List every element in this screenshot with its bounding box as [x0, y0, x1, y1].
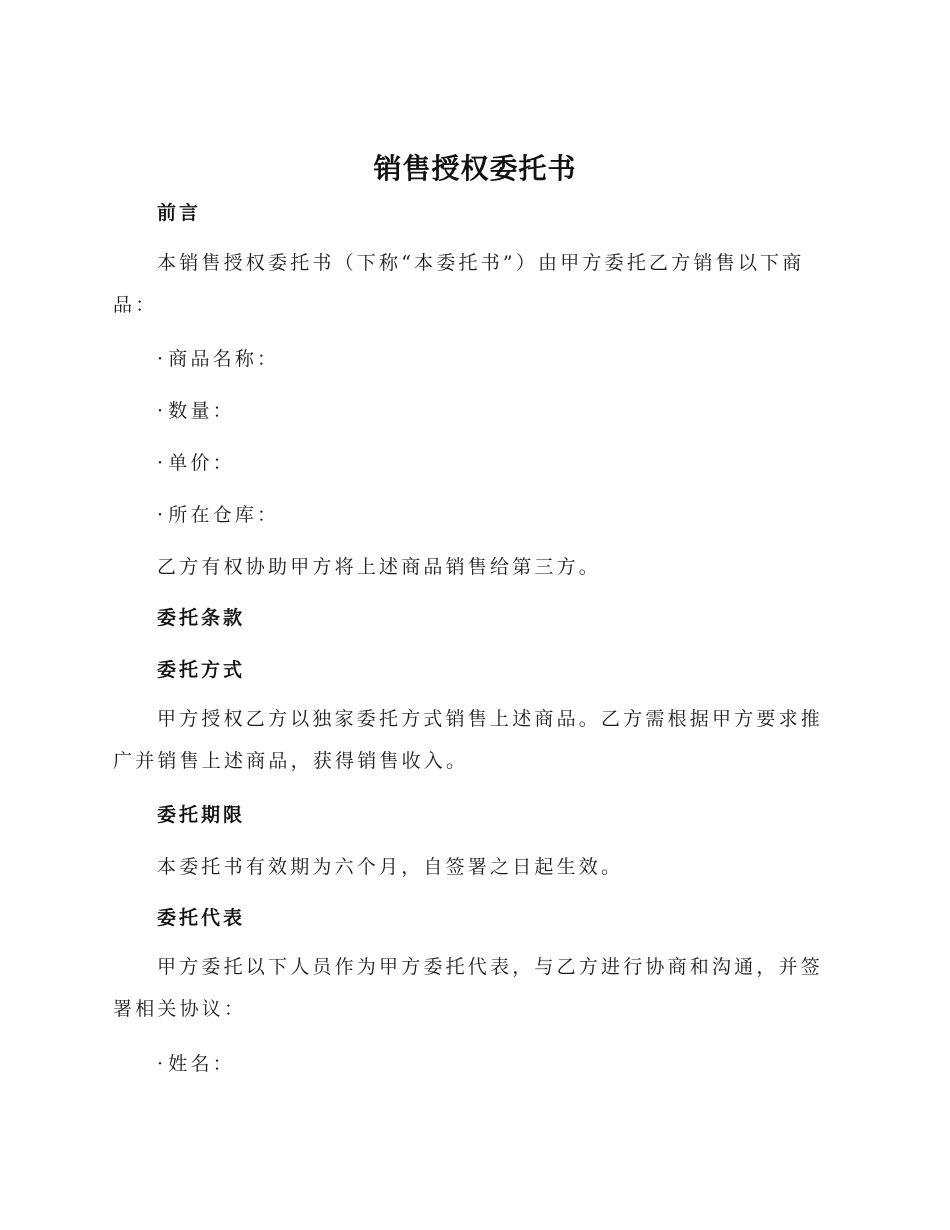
bullet-icon: ·	[157, 504, 167, 526]
list-item-goods-name	[157, 344, 279, 371]
bullet-icon: ·	[157, 400, 167, 422]
list-item-name	[157, 1049, 235, 1076]
list-item-warehouse	[157, 500, 279, 527]
list-item-label: 姓名：	[168, 1053, 235, 1075]
section-heading-preface: 前言	[157, 202, 202, 224]
list-item-label: 单价：	[168, 452, 235, 474]
paragraph-method: 甲方授权乙方以独家委托方式销售上述商品。乙方需根据甲方要求推广并销售上述商品，获得销售收入。	[113, 708, 824, 772]
paragraph-period: 本委托书有效期为六个月，自签署之日起生效。	[157, 856, 624, 878]
bullet-icon: ·	[157, 348, 167, 370]
list-item-unit-price	[157, 448, 235, 475]
bullet-icon: ·	[157, 1053, 167, 1075]
list-item-quantity	[157, 396, 235, 423]
paragraph-preface: 本销售授权委托书（下称“本委托书”）由甲方委托乙方销售以下商品：	[113, 252, 805, 316]
list-item-label: 数量：	[168, 400, 235, 422]
list-item-label: 所在仓库：	[168, 504, 280, 526]
section-heading-terms: 委托条款	[157, 607, 246, 629]
section-heading-method: 委托方式	[157, 659, 246, 681]
paragraph-preface-closing: 乙方有权协助甲方将上述商品销售给第三方。	[157, 556, 602, 578]
list-item-label: 商品名称：	[168, 348, 280, 370]
paragraph-representative: 甲方委托以下人员作为甲方委托代表，与乙方进行协商和沟通，并签署相关协议：	[113, 956, 824, 1020]
section-heading-period: 委托期限	[157, 804, 246, 826]
section-heading-representative: 委托代表	[157, 907, 246, 929]
bullet-icon: ·	[157, 452, 167, 474]
document-title: 销售授权委托书	[373, 152, 577, 185]
